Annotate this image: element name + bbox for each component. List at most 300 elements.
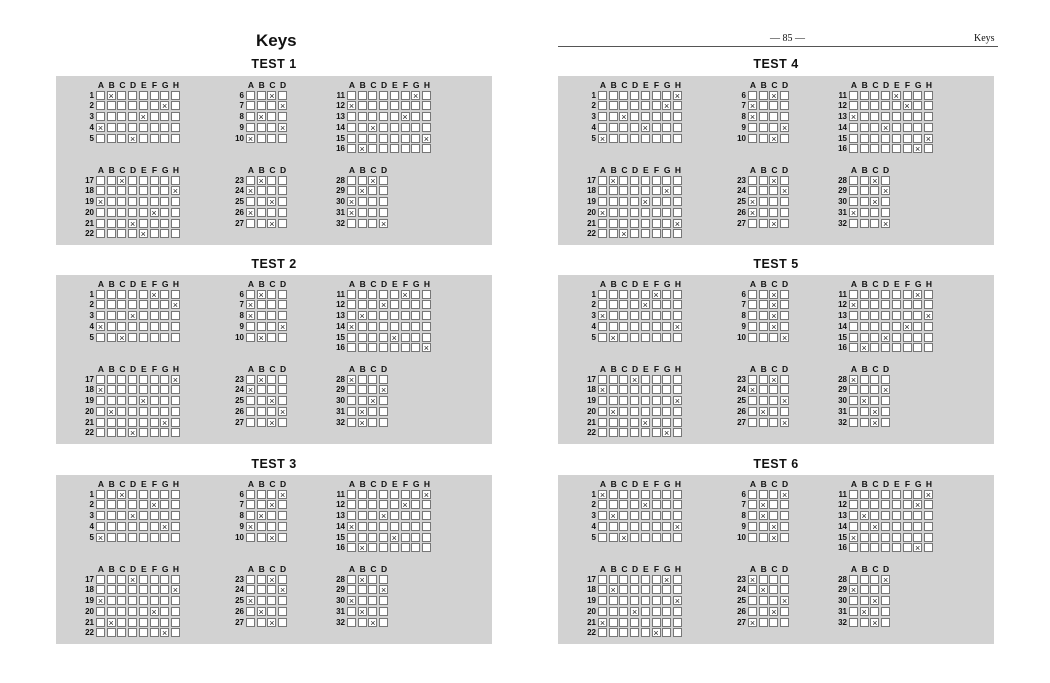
answer-box: [171, 490, 180, 499]
answer-box: [759, 176, 768, 185]
answer-box: [748, 418, 757, 427]
answer-box: [860, 290, 869, 299]
answer-box: [769, 385, 778, 394]
question-number: 22: [587, 229, 596, 239]
answer-box-marked: [257, 511, 266, 520]
answer-box: [619, 575, 628, 584]
column-header: G: [663, 479, 671, 489]
answer-box: [257, 123, 266, 132]
answer-box-marked: [358, 575, 367, 584]
answer-box: [630, 123, 639, 132]
column-header: B: [258, 364, 265, 374]
column-header: H: [674, 279, 681, 289]
answer-box: [609, 101, 618, 110]
answer-box: [368, 490, 377, 499]
answer-box: [128, 208, 137, 217]
column-header: D: [130, 165, 137, 175]
answer-box: [662, 500, 671, 509]
column-header: B: [359, 479, 366, 489]
question-number: 17: [85, 574, 94, 584]
answer-box-marked: [368, 396, 377, 405]
answer-box-marked: [748, 112, 757, 121]
answer-box: [139, 197, 148, 206]
question-number: 14: [838, 521, 847, 531]
answer-box: [598, 533, 607, 542]
answer-box: [759, 607, 768, 616]
answer-box: [117, 628, 126, 637]
answer-box: [630, 585, 639, 594]
answer-box: [171, 290, 180, 299]
column-header: C: [269, 479, 276, 489]
answer-box: [748, 596, 757, 605]
answer-box: [96, 375, 105, 384]
question-number: 5: [591, 332, 596, 342]
answer-box: [379, 290, 388, 299]
answer-box: [780, 91, 789, 100]
answer-box: [780, 300, 789, 309]
answer-box: [780, 375, 789, 384]
answer-box: [107, 186, 116, 195]
answer-box: [662, 607, 671, 616]
answer-box: [368, 290, 377, 299]
answer-box: [609, 500, 618, 509]
question-number: 8: [741, 112, 746, 122]
answer-box: [870, 607, 879, 616]
answer-box: [924, 333, 933, 342]
question-number: 22: [85, 229, 94, 239]
answer-box: [160, 585, 169, 594]
answer-box: [347, 418, 356, 427]
column-header: C: [370, 479, 377, 489]
answer-box: [652, 490, 661, 499]
answer-box: [662, 176, 671, 185]
question-number: 14: [336, 521, 345, 531]
question-number: 18: [85, 385, 94, 395]
answer-box-marked: [107, 91, 116, 100]
answer-box: [673, 112, 682, 121]
column-header: E: [642, 564, 649, 574]
test-title: TEST 2: [251, 257, 297, 271]
answer-box: [619, 407, 628, 416]
column-header: E: [140, 80, 147, 90]
answer-box: [379, 134, 388, 143]
answer-box: [257, 618, 266, 627]
answer-box: [246, 112, 255, 121]
answer-box: [598, 607, 607, 616]
answer-box: [780, 219, 789, 228]
answer-box: [598, 112, 607, 121]
answer-box: [257, 91, 266, 100]
answer-box: [117, 219, 126, 228]
answer-box: [117, 575, 126, 584]
answer-box-marked: [881, 575, 890, 584]
answer-box: [849, 500, 858, 509]
answer-box: [641, 91, 650, 100]
column-header: B: [610, 165, 617, 175]
column-header: F: [151, 564, 158, 574]
column-header: A: [247, 165, 255, 175]
answer-box: [139, 333, 148, 342]
answer-box-marked: [246, 186, 255, 195]
question-number: 22: [85, 628, 94, 638]
answer-box: [347, 533, 356, 542]
answer-box: [860, 219, 869, 228]
answer-box: [630, 176, 639, 185]
answer-box: [411, 134, 420, 143]
answer-box: [769, 500, 778, 509]
column-header: A: [97, 564, 105, 574]
answer-box-marked: [769, 322, 778, 331]
answer-box-marked: [759, 511, 768, 520]
answer-box: [368, 418, 377, 427]
answer-box-marked: [881, 123, 890, 132]
answer-box: [358, 290, 367, 299]
answer-box-marked: [358, 407, 367, 416]
question-number: 14: [336, 122, 345, 132]
answer-box-marked: [379, 385, 388, 394]
answer-box: [139, 322, 148, 331]
answer-box: [903, 543, 912, 552]
answer-box: [849, 176, 858, 185]
answer-box: [619, 511, 628, 520]
answer-box: [128, 333, 137, 342]
answer-box: [379, 123, 388, 132]
answer-box: [368, 112, 377, 121]
answer-box: [160, 533, 169, 542]
answer-box: [652, 219, 661, 228]
answer-box: [630, 500, 639, 509]
column-header: G: [663, 564, 671, 574]
question-number: 18: [85, 585, 94, 595]
column-header: B: [108, 564, 115, 574]
answer-box: [759, 300, 768, 309]
answer-box: [368, 144, 377, 153]
answer-box-marked: [246, 522, 255, 531]
answer-box: [881, 91, 890, 100]
answer-box: [107, 290, 116, 299]
answer-box: [769, 208, 778, 217]
answer-box-marked: [379, 585, 388, 594]
answer-box: [107, 311, 116, 320]
column-header: D: [381, 279, 388, 289]
answer-box: [411, 101, 420, 110]
answer-box: [278, 607, 287, 616]
column-header: A: [348, 165, 356, 175]
column-header: B: [108, 479, 115, 489]
answer-box: [881, 596, 890, 605]
question-number: 4: [89, 521, 94, 531]
column-header: F: [653, 564, 660, 574]
column-header: A: [599, 165, 607, 175]
column-header: C: [370, 364, 377, 374]
answer-box: [881, 311, 890, 320]
answer-box: [368, 333, 377, 342]
answer-box: [368, 575, 377, 584]
answer-box: [780, 385, 789, 394]
answer-box: [368, 219, 377, 228]
answer-box: [881, 522, 890, 531]
answer-box-marked: [171, 375, 180, 384]
column-header: E: [140, 364, 147, 374]
answer-box: [96, 229, 105, 238]
answer-box: [903, 500, 912, 509]
question-number: 11: [336, 90, 345, 100]
answer-box: [139, 101, 148, 110]
question-number: 26: [737, 207, 746, 217]
answer-box: [652, 311, 661, 320]
answer-box: [96, 396, 105, 405]
answer-box: [107, 333, 116, 342]
answer-box: [780, 511, 789, 520]
answer-box-marked: [278, 490, 287, 499]
question-number: 22: [587, 628, 596, 638]
answer-box: [881, 176, 890, 185]
answer-box: [278, 333, 287, 342]
answer-box: [881, 112, 890, 121]
answer-box: [257, 186, 266, 195]
answer-box: [96, 511, 105, 520]
column-header: C: [771, 479, 778, 489]
question-number: 11: [838, 90, 847, 100]
answer-box: [780, 176, 789, 185]
answer-box-marked: [107, 407, 116, 416]
answer-box: [358, 208, 367, 217]
answer-box: [171, 385, 180, 394]
answer-box: [267, 511, 276, 520]
answer-box: [619, 500, 628, 509]
column-header: A: [850, 564, 858, 574]
answer-box-marked: [128, 511, 137, 520]
answer-box: [96, 290, 105, 299]
answer-box-marked: [780, 123, 789, 132]
answer-box: [379, 522, 388, 531]
answer-box-marked: [860, 607, 869, 616]
column-header: A: [97, 80, 105, 90]
answer-box: [748, 219, 757, 228]
answer-box-marked: [769, 219, 778, 228]
answer-box: [619, 428, 628, 437]
answer-box: [411, 511, 420, 520]
question-number: 18: [587, 385, 596, 395]
answer-box: [257, 385, 266, 394]
answer-box: [347, 311, 356, 320]
answer-box: [246, 333, 255, 342]
column-header: B: [861, 364, 868, 374]
answer-box: [630, 290, 639, 299]
answer-box: [107, 428, 116, 437]
question-number: 32: [336, 218, 345, 228]
answer-box: [368, 511, 377, 520]
column-header: G: [161, 80, 169, 90]
answer-box: [598, 219, 607, 228]
answer-box-marked: [117, 333, 126, 342]
answer-box: [881, 300, 890, 309]
answer-box: [870, 585, 879, 594]
answer-box: [347, 575, 356, 584]
answer-box: [892, 511, 901, 520]
answer-box: [870, 511, 879, 520]
answer-box-marked: [422, 490, 431, 499]
answer-box-marked: [358, 144, 367, 153]
answer-box: [913, 343, 922, 352]
answer-box-marked: [160, 101, 169, 110]
answer-box: [379, 322, 388, 331]
answer-box: [422, 290, 431, 299]
column-header: D: [883, 564, 890, 574]
answer-box: [759, 385, 768, 394]
column-header: A: [348, 364, 356, 374]
column-header: A: [850, 80, 858, 90]
answer-box: [759, 522, 768, 531]
answer-box-marked: [748, 618, 757, 627]
answer-box: [860, 333, 869, 342]
answer-box: [347, 385, 356, 394]
answer-box: [652, 428, 661, 437]
answer-box: [358, 322, 367, 331]
answer-box: [160, 290, 169, 299]
answer-box-marked: [630, 607, 639, 616]
answer-box: [913, 112, 922, 121]
answer-box-marked: [759, 585, 768, 594]
answer-box: [358, 123, 367, 132]
answer-box: [881, 585, 890, 594]
answer-box: [160, 176, 169, 185]
answer-box: [769, 418, 778, 427]
answer-box: [401, 490, 410, 499]
answer-box: [748, 607, 757, 616]
answer-box: [630, 490, 639, 499]
question-number: 27: [737, 617, 746, 627]
column-header: D: [632, 80, 639, 90]
answer-box: [609, 533, 618, 542]
answer-box: [748, 322, 757, 331]
question-number: 28: [336, 175, 345, 185]
answer-box-marked: [368, 123, 377, 132]
answer-box: [139, 134, 148, 143]
answer-box: [160, 311, 169, 320]
answer-box: [246, 607, 255, 616]
answer-box: [870, 375, 879, 384]
answer-box: [267, 112, 276, 121]
answer-box-marked: [358, 543, 367, 552]
answer-box: [401, 522, 410, 531]
answer-box: [128, 596, 137, 605]
answer-box: [748, 134, 757, 143]
answer-box: [422, 311, 431, 320]
answer-box-marked: [870, 407, 879, 416]
answer-box: [117, 385, 126, 394]
answer-box: [390, 123, 399, 132]
column-header: C: [621, 364, 628, 374]
question-number: 29: [336, 385, 345, 395]
answer-box: [652, 208, 661, 217]
answer-box: [171, 596, 180, 605]
column-header: H: [172, 80, 179, 90]
answer-box: [748, 91, 757, 100]
answer-box: [150, 112, 159, 121]
answer-box: [96, 208, 105, 217]
answer-box: [673, 101, 682, 110]
column-header: C: [119, 165, 126, 175]
answer-box: [139, 575, 148, 584]
column-header: C: [872, 80, 879, 90]
answer-box: [619, 101, 628, 110]
answer-box: [849, 396, 858, 405]
answer-box: [860, 490, 869, 499]
answer-box: [780, 618, 789, 627]
column-header: B: [861, 279, 868, 289]
column-header: D: [782, 80, 789, 90]
answer-box: [379, 144, 388, 153]
answer-box: [860, 543, 869, 552]
answer-box-marked: [257, 290, 266, 299]
answer-box: [128, 396, 137, 405]
answer-box: [171, 123, 180, 132]
answer-box: [881, 407, 890, 416]
question-number: 27: [737, 417, 746, 427]
answer-box-marked: [641, 418, 650, 427]
answer-box-marked: [870, 418, 879, 427]
question-number: 8: [239, 112, 244, 122]
answer-box: [780, 607, 789, 616]
answer-box: [662, 585, 671, 594]
test-title: TEST 1: [251, 57, 297, 71]
answer-box: [652, 533, 661, 542]
answer-box-marked: [401, 112, 410, 121]
answer-box: [368, 543, 377, 552]
answer-box: [347, 618, 356, 627]
header-right-label: Keys: [974, 33, 995, 44]
answer-box: [160, 300, 169, 309]
answer-box: [390, 490, 399, 499]
answer-box: [411, 311, 420, 320]
question-number: 18: [85, 186, 94, 196]
answer-box-marked: [96, 533, 105, 542]
answer-box: [358, 490, 367, 499]
question-number: 28: [838, 175, 847, 185]
answer-box: [150, 176, 159, 185]
answer-box: [849, 91, 858, 100]
answer-box: [246, 101, 255, 110]
answer-box: [652, 333, 661, 342]
answer-box: [652, 407, 661, 416]
answer-box: [849, 618, 858, 627]
answer-box: [160, 333, 169, 342]
answer-box: [641, 607, 650, 616]
answer-box: [849, 322, 858, 331]
column-header: B: [760, 564, 767, 574]
answer-box: [150, 428, 159, 437]
question-number: 28: [336, 374, 345, 384]
answer-box: [117, 197, 126, 206]
column-header: A: [749, 80, 757, 90]
answer-box: [117, 186, 126, 195]
answer-box: [160, 618, 169, 627]
question-number: 1: [89, 90, 94, 100]
answer-box: [780, 407, 789, 416]
answer-box: [780, 112, 789, 121]
answer-box-marked: [368, 176, 377, 185]
answer-box: [117, 500, 126, 509]
answer-box: [379, 407, 388, 416]
answer-box-marked: [598, 311, 607, 320]
question-number: 31: [838, 207, 847, 217]
answer-box: [171, 176, 180, 185]
answer-box: [849, 186, 858, 195]
answer-box: [641, 407, 650, 416]
answer-box: [598, 396, 607, 405]
answer-box: [598, 407, 607, 416]
